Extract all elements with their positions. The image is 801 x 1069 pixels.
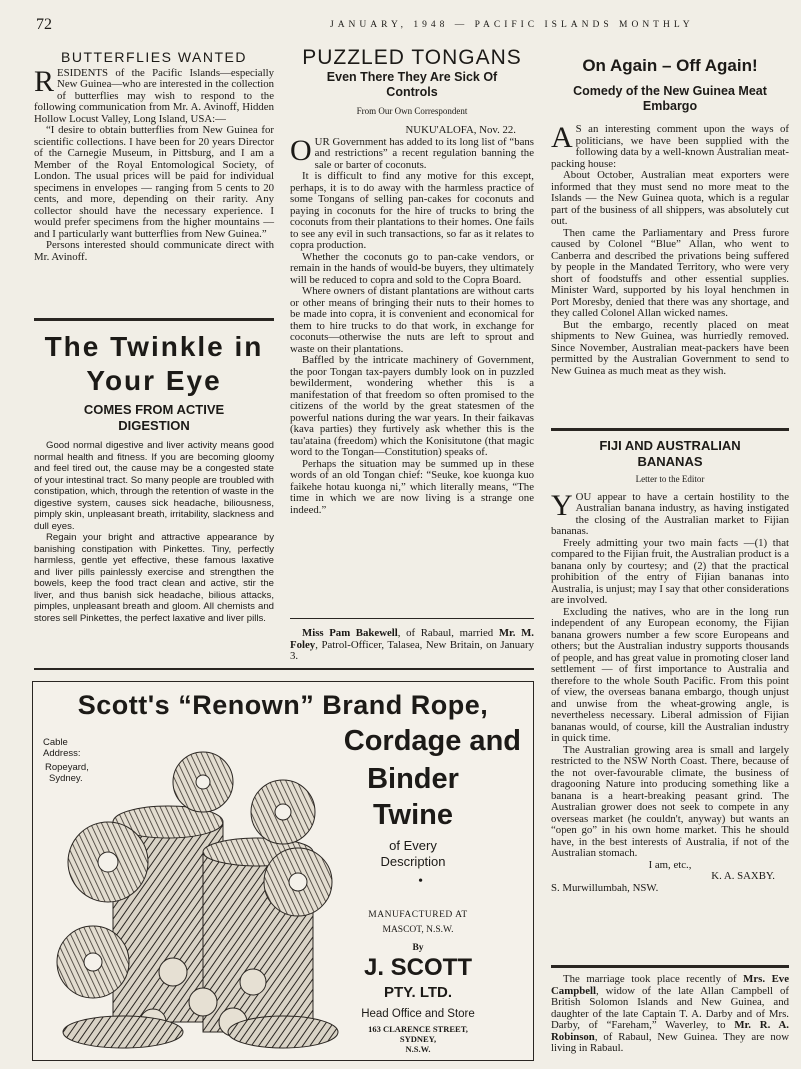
onagain-subtitle: Comedy of the New Guinea Meat Embargo (573, 84, 767, 113)
tongans-p5: Baffled by the intricate machinery of Government, the poor Tongan tax-payers dumbly look on in puzzled bewilderment, wondering whether this is a manifestation of that freedom so often promised to the citizens of the world by the great statesmen of the powerful nations during the war years. In their faikavas (kava parties) they furtively ask whether this is the tau'ataina (freedom) which the Konisitutone (that magic word to the Tongan—Constitution) speaks of. (290, 354, 534, 458)
bakewell-groom: Mr. M. Foley (290, 627, 535, 651)
rope-coils-illustration (53, 732, 343, 1054)
twinkle-p1: Good normal digestive and liver activity means good normal health and fitness. If you are becoming gloomy and feel tired out, the cause may be a congested state of your intestinal tract. So many people are troubled with constipation, which, through the retention of waste in the digestive system, causes sick headache, biliousness, pimply skin, unpleasant breath, irritability, slackness and dull eyes. (34, 440, 274, 532)
section-rule (290, 618, 534, 619)
running-head: JANUARY, 1948 — PACIFIC ISLANDS MONTHLY (330, 20, 694, 30)
marriage-bride: Mrs. Eve Campbell (551, 973, 789, 997)
onagain-p3: Then came the Parliamentary and Press furore caused by Colonel “Blue” Allan, who went to Canberra and described the privations being suffered by people in the Mandated Territory, who were very short of foodstuffs and other essential supplies. Minister Ward, supported by his loyal henchmen in Port Moresby, denied that there was any shortage, and they called Colonel Allan wicked names. (551, 226, 789, 319)
twinkle-p2: Regain your bright and attractive appearance by banishing constipation with Pinkettes. Tiny, perfectly harmless, gentle yet effective, these famous laxative and liver pills painlessly exercise and strengthen the bowels, keep the food tract clean and active, stir the liver, and thus banish sick headache, bilious attacks, pimples, unpleasant breath and gloom. All chemists and stores sell Pinkettes, the perfect laxative and liver pills. (34, 532, 274, 624)
fiji-byline: Letter to the Editor (635, 474, 705, 484)
ad-cable-address: Address: (43, 748, 81, 759)
ad-state: N.S.W. (405, 1044, 431, 1054)
marriage-text3: , of Rabaul, New Guinea. They are now living in Rabaul. (551, 1030, 789, 1054)
ad-cable-value2: Sydney. (49, 773, 83, 784)
article-on-again (551, 56, 789, 377)
tongans-p3: Whether the coconuts go to pan-cake vendors, or remain in the hands of would-be buyers, they ultimately will be reduced to copra and sold to the Copra Board. (290, 250, 534, 286)
page-number: 72 (36, 16, 52, 33)
ad-description: Description (380, 854, 446, 869)
onagain-p1: S an interesting comment upon the ways of politicians, we have been supplied with the following data by a well-known Australian meat-packing house: (551, 123, 789, 170)
section-rule (551, 428, 789, 431)
bakewell-name: Miss Pam Bakewell (302, 627, 398, 639)
tongans-title: PUZZLED TONGANS (302, 46, 522, 69)
tongans-subtitle: Even There They Are Sick Of Controls (326, 69, 498, 99)
fiji-title: FIJI AND AUSTRALIAN BANANAS (599, 438, 741, 469)
tongans-dropcap: O (290, 133, 312, 167)
ad-manufactured: MANUFACTURED AT (368, 910, 468, 920)
tongans-p6: Perhaps the situation may be summed up in these words of an old Tongan chief: “Seuke, koe kuonga kuo faikehe hotau kuonga ni,” which literally means, “The time in which we are now living is a strange one indeed.” (290, 457, 534, 516)
tongans-p1: UR Government has added to its long list of “bans and restrictions” a recent regulation banning the sale or barter of coconuts. (314, 135, 534, 171)
fiji-dropcap: Y (551, 488, 573, 522)
ad-line-binder: Binder (367, 763, 459, 795)
tongans-dateline: NUKU'ALOFA, Nov. 22. (405, 124, 516, 136)
tongans-byline: From Our Own Correspondent (356, 105, 468, 116)
fiji-p3: Excluding the natives, who are in the long run independent of any European economy, the Fijian banana growers number a few score Europeans and others; but the Australian industry supports thousands of people, and has great value in promoting closer land settlement — of first importance to Australia and therefore to the whole South Pacific. From this point of view, the overseas banana embargo, though unjust and unwise from the wheat-growing angle, is nevertheless necessary. Liberal admission of Fijian bananas would, of course, kill the Australian industry in quick time. (551, 605, 789, 744)
ad-cable-value1: Ropeyard, (45, 762, 89, 773)
fiji-p2: Freely admitting your two main facts —(1) that compared to the Fijian fruit, the Australian product is a banana only by courtesy; and (2) that the practical prohibition of the entry of Fijian bananas into Australia, is unjust; may I say that other considerations are involved. (551, 536, 789, 606)
ad-line-twine: Twine (372, 799, 454, 831)
ad-company: J. SCOTT (363, 954, 472, 981)
marriage-text1: The marriage took place recently of (563, 973, 744, 985)
section-rule (34, 668, 534, 670)
onagain-p2: About October, Australian meat exporters were informed that they must send no more meat to the Islands — the New Guinea quota, which is a regular part of the business of all shippers, was absolutely cut out. (551, 169, 789, 227)
butterflies-p2: “I desire to obtain butterflies from New Guinea for scientific collections. I have been for 20 years Director of the Carnegie Museum, in Pittsburg, and I am a Member of the Royal Entomological Society, of London. The usual prices will be paid for individual specimens in envelopes — ranging from 5 cents to 20 cents, and more, depending on their rarity. Any collector should have the necessary experience. I would prefer specimens from the higher mountains — and I particularly want butterflies from New Guinea.” (34, 124, 274, 240)
article-butterflies (34, 49, 274, 263)
butterflies-title: BUTTERFLIES WANTED (61, 49, 247, 65)
butterflies-p3: Persons interested should communicate direct with Mr. Avinoff. (34, 239, 274, 263)
onagain-p4: But the embargo, recently placed on meat shipments to New Guinea, was hurriedly removed. Since November, Australian meat-packers have been permitted by the Australian Government to send to New Guinea as much meat as they wish. (551, 318, 789, 377)
ad-of-every: of Every (389, 838, 437, 853)
twinkle-title-line2: Your Eye (86, 365, 222, 396)
tongans-p2: It is difficult to find any motive for this except, perhaps, it is to do away with the harmless practice of some Tongans of selling pan-cakes for coconuts and paying in coconuts for the hire of trucks to bring the coconuts from their plantations to their homes. One fails to see any evil in such transactions, so far as it relates to copra production. (290, 170, 534, 251)
ad-pty: PTY. LTD. (383, 984, 453, 1001)
tongans-p4: Where owners of distant plantations are without carts or other means of bringing their nuts to their homes to be made into copra, it is convenient and economical for them to hire trucks to do that work, in exchange for coconuts—otherwise the nuts are left to sprout and waste on their plantations. (290, 285, 534, 355)
notice-bakewell (290, 628, 534, 663)
ad-head-office: Head Office and Store (361, 1008, 475, 1020)
section-rule (551, 965, 789, 968)
butterflies-dropcap: R (34, 64, 55, 98)
bakewell-text1: , of Rabaul, married (397, 627, 499, 639)
butterflies-p1: ESIDENTS of the Pacific Islands—especially New Guinea—who are interested in the collection of butterflies may wish to respond to the following communication from Mr. A. Avinoff, Hidden Hollow Locust Valley, Long Island, USA:— (34, 66, 274, 125)
ad-scott-rope (32, 681, 534, 1061)
bakewell-text2: , Patrol-Officer, Talasea, New Britain, on January 3. (290, 638, 534, 662)
onagain-title: On Again – Off Again! (582, 56, 758, 75)
fiji-signature: K. A. SAXBY. (711, 870, 775, 882)
ad-cable-label: Cable (43, 737, 68, 748)
ad-line-cordage: Cordage and (343, 725, 521, 757)
marriage-groom: Mr. R. A. Robinson (551, 1019, 789, 1043)
section-rule (34, 318, 274, 321)
fiji-closing: I am, etc., (648, 858, 692, 871)
fiji-p4: The Australian growing area is small and largely restricted to the NSW North Coast. There, because of the not over-favourable climate, the business of dragooning Nature into producing something like a banana is a heart-breaking peasant grind. The Australian grower does not seek to compete in any overseas market (he couldn't, anyway) but wants an “open go” in his own home market. This he should have, in the best interests of Australia, if not of the Australian stomach. (551, 743, 789, 859)
ad-pinkettes (34, 330, 274, 624)
twinkle-subtitle: COMES FROM ACTIVE DIGESTION (83, 402, 225, 433)
ad-by: By (412, 943, 424, 953)
fiji-p1: OU appear to have a certain hostility to the Australian banana industry, as having instigated the closing of the Australian market to Fijian bananas. (551, 490, 789, 537)
ad-headline: Scott's “Renown” Brand Rope, (77, 690, 489, 720)
onagain-dropcap: A (551, 121, 573, 154)
ad-bullet: • (418, 874, 423, 889)
article-tongans (290, 46, 534, 516)
twinkle-title-line1: The Twinkle in (44, 331, 264, 362)
article-fiji-bananas (551, 438, 789, 894)
fiji-place: S. Murwillumbah, NSW. (551, 881, 659, 894)
notice-marriage (551, 974, 789, 1055)
ad-city: SYDNEY, (399, 1034, 437, 1044)
ad-street: 163 CLARENCE STREET, (368, 1024, 468, 1034)
ad-mascot: MASCOT, N.S.W. (382, 925, 454, 935)
marriage-text2: , widow of the late Allan Campbell of British Solomon Islands and New Guinea, and daughter of the late Captain T. A. Darby and of Mrs. Darby, of “Fareham,” Waverley, to (551, 984, 789, 1031)
